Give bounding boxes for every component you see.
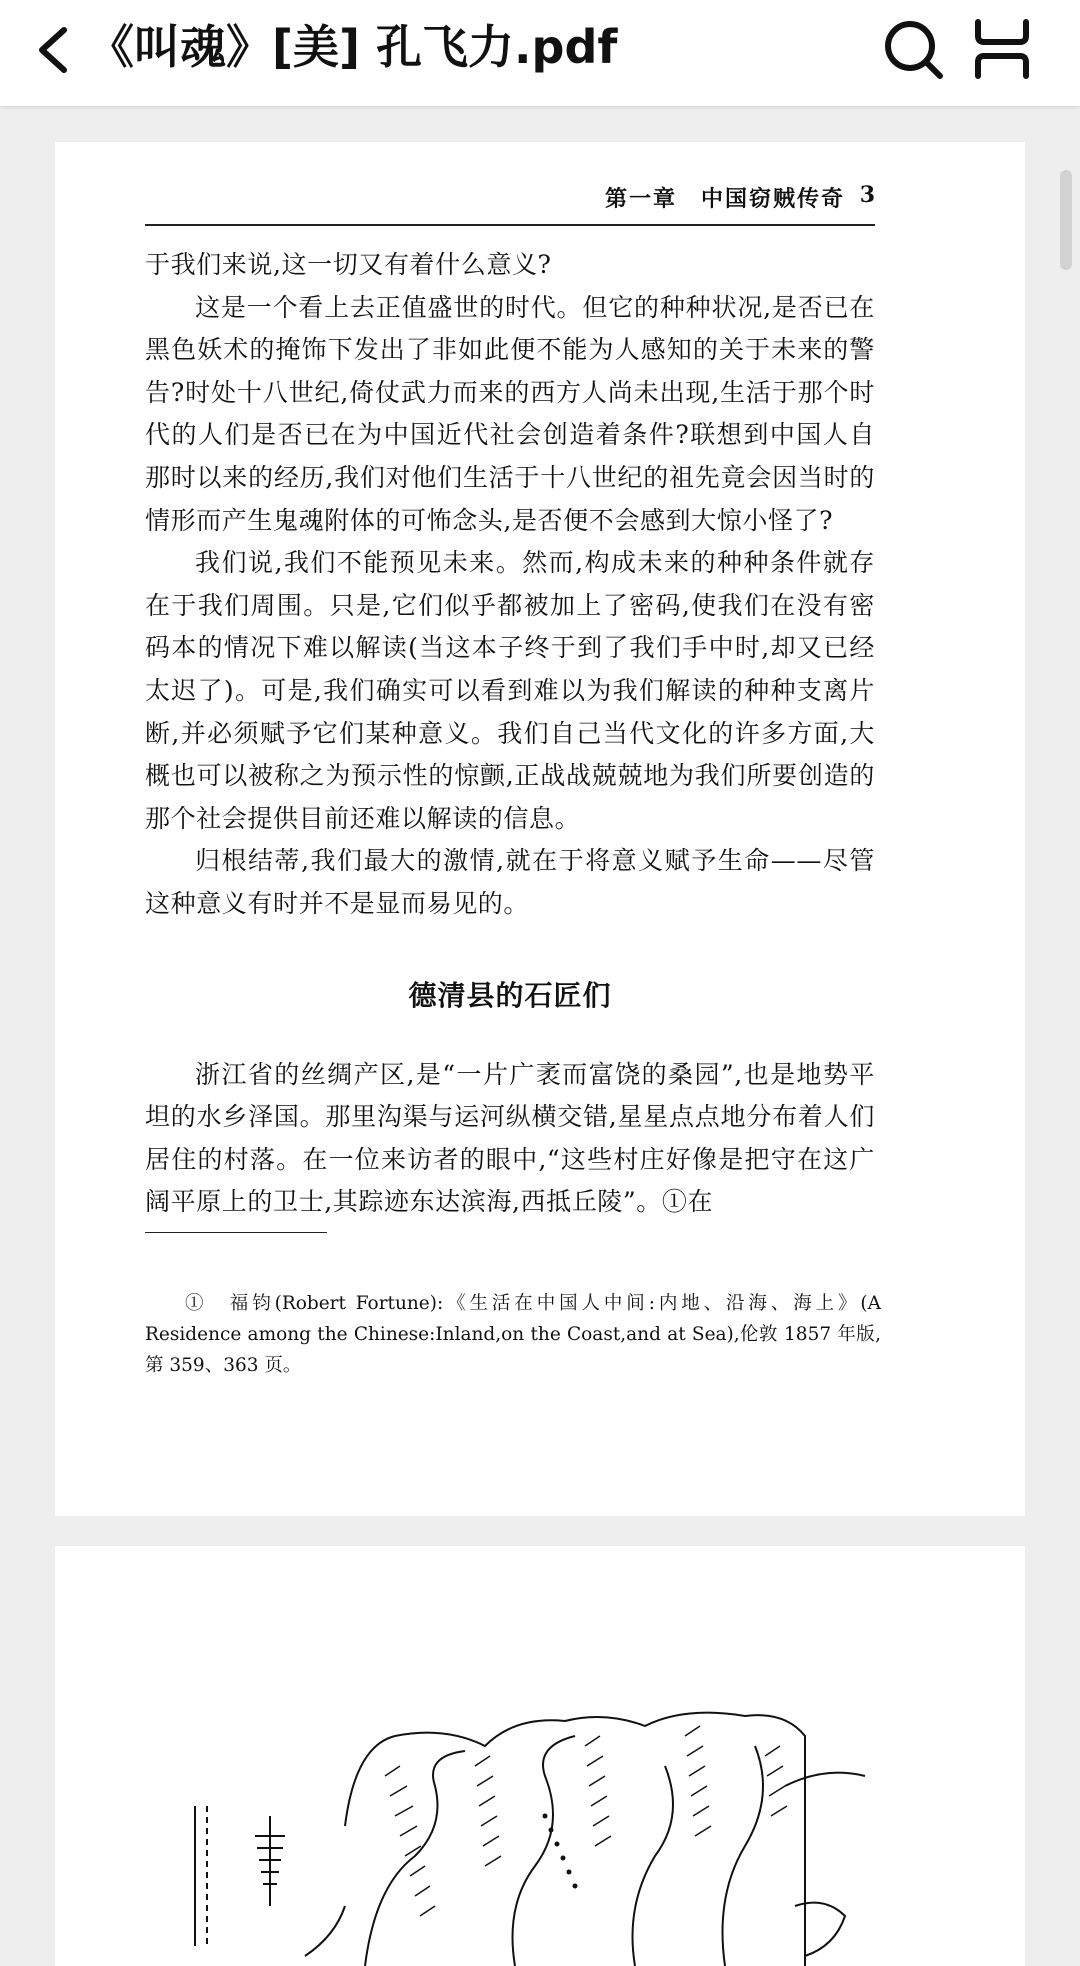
body-text <box>145 244 875 1224</box>
paragraph: 这是一个看上去正值盛世的时代。但它的种种状况,是否已在黑色妖术的掩饰下发出了非如此便不能为人感知的关于未来的警告?时处十八世纪,倚仗武力而来的西方人尚未出现,生活于那个时代的人们是否已在为中国近代社会创造着条件?联想到中国人自那时以来的经历,我们对他们生活于十八世纪的祖先竟会因当时的情形而产生鬼魂附体的可怖念头,是否便不会感到大惊小怪了? <box>145 292 875 535</box>
search-icon <box>880 16 946 82</box>
chevron-left-icon <box>28 22 80 78</box>
pdf-page <box>55 142 1025 1516</box>
document-title: 《叫魂》[美] 孔飞力.pdf <box>88 20 618 74</box>
menu-expand-icon <box>970 18 1034 80</box>
paragraph: 归根结蒂,我们最大的激情,就在于将意义赋予生命——尽管这种意义有时并不是显而易见的。 <box>145 846 875 918</box>
search-button[interactable] <box>880 16 946 82</box>
scrollbar[interactable] <box>1060 170 1072 270</box>
menu-button[interactable] <box>970 18 1034 80</box>
top-app-bar <box>0 0 1080 106</box>
paragraph: 浙江省的丝绸产区,是“一片广袤而富饶的桑园”,也是地势平坦的水乡泽国。那里沟渠与运河纵横交错,星星点点地分布着人们居住的村落。在一位来访者的眼中,“这些村庄好像是把守在这广阔平原上的卫士,其踪迹东达滨海,西抵丘陵”。①在 <box>145 1059 875 1217</box>
paragraph: 我们说,我们不能预见未来。然而,构成未来的种种条件就存在于我们周围。只是,它们似乎都被加上了密码,使我们在没有密码本的情况下难以解读(当这本子终于到了我们手中时,却又已经太迟了)。可是,我们确实可以看到难以为我们解读的种种支离片断,并必须赋予它们某种意义。我们自己当代文化的许多方面,大概也可以被称之为预示性的惊颤,正战战兢兢地为我们所要创造的那个社会提供目前还难以解读的信息。 <box>145 548 875 833</box>
paragraph: 于我们来说,这一切又有着什么意义? <box>145 250 552 279</box>
footnote: ① 福钧(Robert Fortune):《生活在中国人中间:内地、沿海、海上》(A Residence among the Chinese:Inland,on the Coast,and at Sea),伦敦 1857 年版,第 359、363 页。 <box>145 1293 881 1376</box>
map-illustration <box>185 1706 925 1966</box>
footnote-divider <box>145 1232 327 1233</box>
page-number: 3 <box>859 182 875 208</box>
running-head <box>145 182 875 226</box>
back-button[interactable] <box>28 22 80 78</box>
chapter-label: 第一章 中国窃贼传奇 <box>604 186 845 212</box>
pdf-page <box>55 1546 1025 1966</box>
section-heading: 德清县的石匠们 <box>408 978 612 1012</box>
